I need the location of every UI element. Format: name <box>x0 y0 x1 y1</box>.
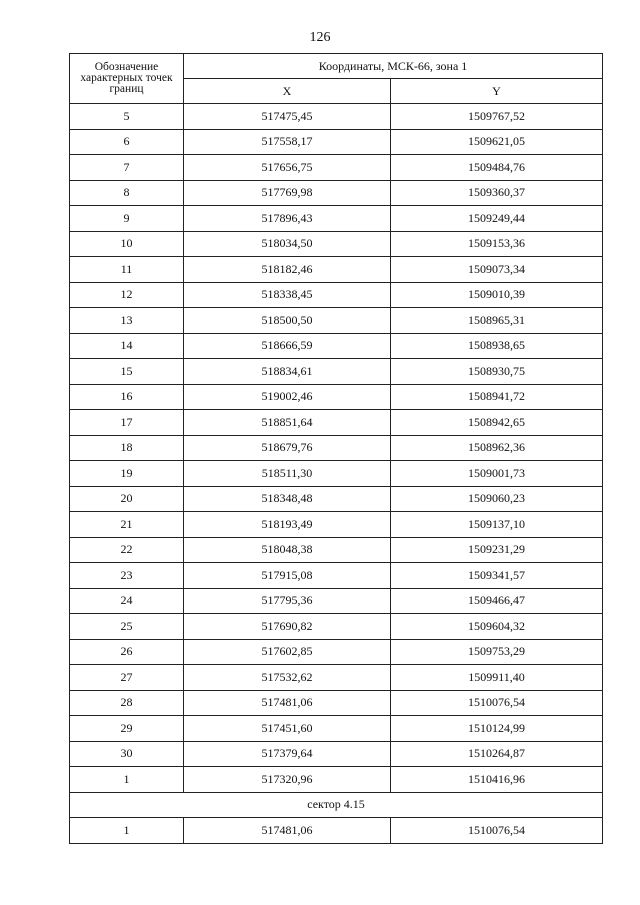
point-number-cell: 27 <box>70 665 184 691</box>
point-number-cell: 10 <box>70 231 184 257</box>
table-row <box>70 614 603 640</box>
point-number-cell: 7 <box>70 155 184 181</box>
table-row <box>70 767 603 793</box>
x-coordinate-cell: 518182,46 <box>184 257 391 283</box>
y-coordinate-cell: 1510076,54 <box>391 690 603 716</box>
point-number-cell: 28 <box>70 690 184 716</box>
x-coordinate-cell: 518500,50 <box>184 308 391 334</box>
point-number-cell: 15 <box>70 359 184 385</box>
y-coordinate-cell: 1509621,05 <box>391 129 603 155</box>
table-row <box>70 512 603 538</box>
x-coordinate-cell: 518193,49 <box>184 512 391 538</box>
x-coordinate-cell: 517896,43 <box>184 206 391 232</box>
point-number-cell: 29 <box>70 716 184 742</box>
y-coordinate-cell: 1509360,37 <box>391 180 603 206</box>
y-coordinate-cell: 1509073,34 <box>391 257 603 283</box>
x-coordinate-cell: 517475,45 <box>184 104 391 130</box>
x-coordinate-cell: 517656,75 <box>184 155 391 181</box>
y-coordinate-cell: 1510416,96 <box>391 767 603 793</box>
y-coordinate-cell: 1508942,65 <box>391 410 603 436</box>
table-row <box>70 206 603 232</box>
y-coordinate-cell: 1508938,65 <box>391 333 603 359</box>
y-coordinate-cell: 1509249,44 <box>391 206 603 232</box>
point-number-cell: 1 <box>70 818 184 844</box>
x-coordinate-cell: 517532,62 <box>184 665 391 691</box>
y-coordinate-cell: 1510076,54 <box>391 818 603 844</box>
x-coordinate-cell: 517795,36 <box>184 588 391 614</box>
table-row <box>70 308 603 334</box>
x-coordinate-cell: 518034,50 <box>184 231 391 257</box>
y-coordinate-cell: 1509153,36 <box>391 231 603 257</box>
point-number-cell: 20 <box>70 486 184 512</box>
coordinates-table <box>69 53 603 844</box>
point-designation-header: Обозначение характерных точек границ <box>70 54 184 104</box>
table-row <box>70 257 603 283</box>
table-row <box>70 563 603 589</box>
point-number-cell: 22 <box>70 537 184 563</box>
table-row <box>70 690 603 716</box>
table-row <box>70 359 603 385</box>
table-row <box>70 231 603 257</box>
point-number-cell: 1 <box>70 767 184 793</box>
table-row <box>70 333 603 359</box>
x-coordinate-cell: 517379,64 <box>184 741 391 767</box>
point-number-cell: 14 <box>70 333 184 359</box>
coordinates-header: Координаты, МСК-66, зона 1 <box>184 54 603 79</box>
y-coordinate-cell: 1510124,99 <box>391 716 603 742</box>
point-number-cell: 17 <box>70 410 184 436</box>
x-coordinate-cell: 517320,96 <box>184 767 391 793</box>
point-number-cell: 11 <box>70 257 184 283</box>
table-row <box>70 588 603 614</box>
x-coordinate-cell: 517558,17 <box>184 129 391 155</box>
point-number-cell: 9 <box>70 206 184 232</box>
x-coordinate-cell: 517451,60 <box>184 716 391 742</box>
x-coordinate-cell: 518666,59 <box>184 333 391 359</box>
table-row <box>70 716 603 742</box>
point-number-cell: 25 <box>70 614 184 640</box>
y-coordinate-cell: 1509341,57 <box>391 563 603 589</box>
table-row <box>70 741 603 767</box>
point-number-cell: 21 <box>70 512 184 538</box>
y-coordinate-cell: 1509753,29 <box>391 639 603 665</box>
x-coordinate-cell: 517769,98 <box>184 180 391 206</box>
y-coordinate-cell: 1509010,39 <box>391 282 603 308</box>
y-coordinate-cell: 1509604,32 <box>391 614 603 640</box>
x-coordinate-cell: 518834,61 <box>184 359 391 385</box>
point-number-cell: 16 <box>70 384 184 410</box>
x-coordinate-cell: 517481,06 <box>184 818 391 844</box>
table-row <box>70 180 603 206</box>
x-coordinate-cell: 517690,82 <box>184 614 391 640</box>
y-coordinate-cell: 1509060,23 <box>391 486 603 512</box>
table-row <box>70 486 603 512</box>
x-coordinate-cell: 518511,30 <box>184 461 391 487</box>
point-number-cell: 23 <box>70 563 184 589</box>
x-coordinate-cell: 518048,38 <box>184 537 391 563</box>
table-row <box>70 818 603 844</box>
point-number-cell: 6 <box>70 129 184 155</box>
x-coordinate-cell: 518679,76 <box>184 435 391 461</box>
point-number-cell: 19 <box>70 461 184 487</box>
y-header: Y <box>391 79 603 104</box>
y-coordinate-cell: 1510264,87 <box>391 741 603 767</box>
x-coordinate-cell: 518851,64 <box>184 410 391 436</box>
x-coordinate-cell: 518338,45 <box>184 282 391 308</box>
point-number-cell: 30 <box>70 741 184 767</box>
y-coordinate-cell: 1508930,75 <box>391 359 603 385</box>
table-row <box>70 155 603 181</box>
sector-label: сектор 4.15 <box>70 792 603 818</box>
point-number-cell: 12 <box>70 282 184 308</box>
y-coordinate-cell: 1509137,10 <box>391 512 603 538</box>
y-coordinate-cell: 1509484,76 <box>391 155 603 181</box>
point-number-cell: 13 <box>70 308 184 334</box>
table-row <box>70 282 603 308</box>
y-coordinate-cell: 1508965,31 <box>391 308 603 334</box>
y-coordinate-cell: 1509001,73 <box>391 461 603 487</box>
x-coordinate-cell: 519002,46 <box>184 384 391 410</box>
x-coordinate-cell: 517915,08 <box>184 563 391 589</box>
x-coordinate-cell: 518348,48 <box>184 486 391 512</box>
x-header: X <box>184 79 391 104</box>
point-number-cell: 24 <box>70 588 184 614</box>
table-row <box>70 537 603 563</box>
point-number-cell: 18 <box>70 435 184 461</box>
y-coordinate-cell: 1509231,29 <box>391 537 603 563</box>
table-row <box>70 129 603 155</box>
table-body <box>70 104 603 844</box>
page-number: 126 <box>309 30 331 45</box>
table-row <box>70 410 603 436</box>
y-coordinate-cell: 1509767,52 <box>391 104 603 130</box>
table-row <box>70 639 603 665</box>
point-number-cell: 5 <box>70 104 184 130</box>
point-number-cell: 8 <box>70 180 184 206</box>
table-row <box>70 665 603 691</box>
table-row <box>70 435 603 461</box>
sector-row <box>70 792 603 818</box>
y-coordinate-cell: 1508941,72 <box>391 384 603 410</box>
point-number-cell: 26 <box>70 639 184 665</box>
table-row <box>70 104 603 130</box>
table-row <box>70 384 603 410</box>
x-coordinate-cell: 517602,85 <box>184 639 391 665</box>
y-coordinate-cell: 1509466,47 <box>391 588 603 614</box>
table-row <box>70 461 603 487</box>
y-coordinate-cell: 1509911,40 <box>391 665 603 691</box>
x-coordinate-cell: 517481,06 <box>184 690 391 716</box>
y-coordinate-cell: 1508962,36 <box>391 435 603 461</box>
